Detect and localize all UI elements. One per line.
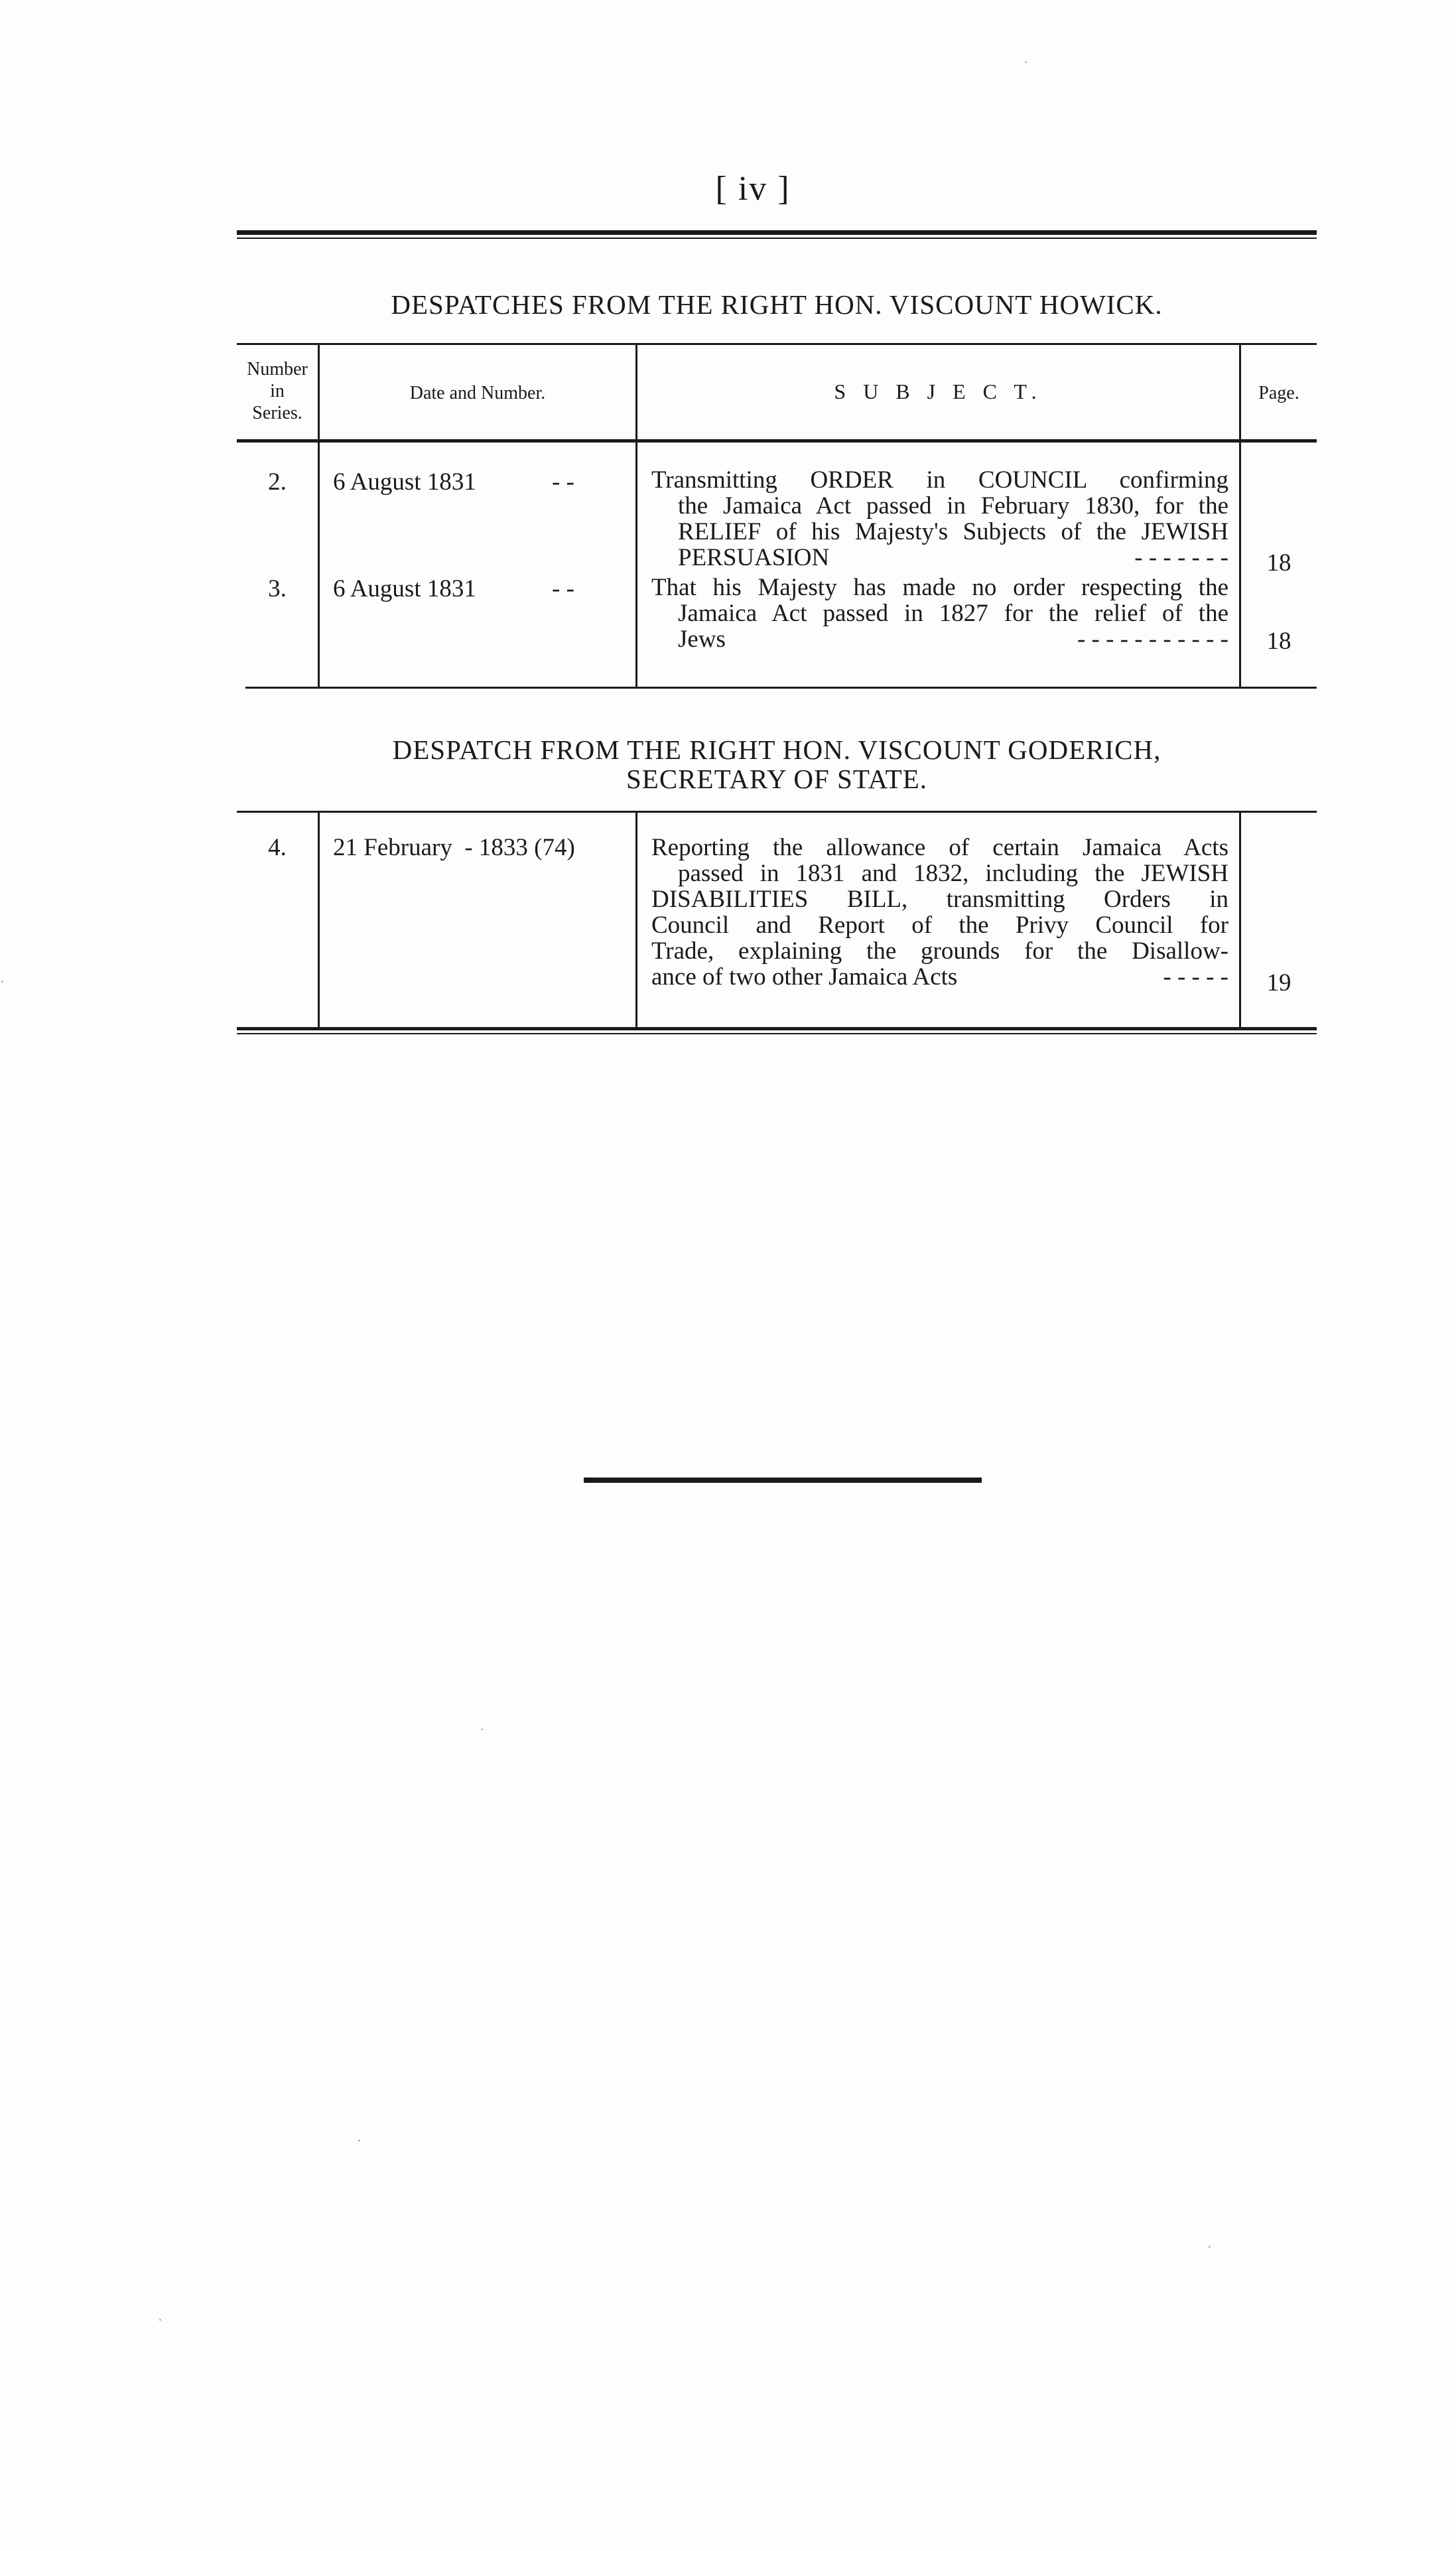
table2-column-divider	[318, 812, 320, 1027]
column-header-subject: S U B J E C T.	[834, 379, 1043, 403]
subject-line: Reporting the allowance of certain Jamaica Acts	[651, 834, 1228, 861]
table2-bottom-rule-thin	[237, 1033, 1317, 1034]
dot-leaders: - - - - -	[1163, 963, 1228, 991]
table1-header-rule	[237, 439, 1317, 443]
column-header-number-label: Number in Series.	[247, 359, 308, 423]
subject-line: Transmitting ORDER in COUNCIL confirming	[651, 466, 1228, 494]
column-header-date: Date and Number.	[409, 383, 546, 403]
paper-speck	[159, 2319, 161, 2321]
table1-bottom-rule	[245, 687, 1317, 689]
page-number: [ iv ]	[715, 170, 791, 208]
paper-speck	[1025, 61, 1027, 63]
section-title-howick: DESPATCHES FROM THE RIGHT HON. VISCOUNT HOWICK.	[391, 289, 1163, 320]
row-date	[333, 469, 631, 495]
subject-line: DISABILITIES BILL, transmitting Orders in	[651, 886, 1228, 913]
paper-speck	[1, 981, 3, 983]
row-date-text: 6 August 1831	[333, 575, 476, 602]
subject-line: That his Majesty has made no order respecting the	[651, 574, 1228, 601]
row-page: 18	[1266, 549, 1291, 577]
section-title-goderich	[237, 735, 1317, 793]
subject-line: Jews	[678, 626, 726, 653]
row-date: 21 February - 1833 (74)	[333, 834, 575, 861]
paper-speck	[1209, 2246, 1211, 2248]
subject-line-final	[651, 626, 1228, 652]
row-subject	[651, 467, 1228, 571]
row-date-dashes: - -	[552, 575, 574, 602]
row-number: 3.	[268, 575, 287, 602]
subject-line: RELIEF of his Majesty's Subjects of the JEWISH	[678, 518, 1228, 545]
header-rule-thin	[237, 238, 1317, 239]
paper-speck	[358, 2140, 360, 2142]
table2-column-divider	[635, 812, 637, 1027]
row-number: 2.	[268, 468, 287, 496]
subject-line: Jamaica Act passed in 1827 for the relief of the	[678, 600, 1228, 627]
row-date-text: 6 August 1831	[333, 468, 476, 496]
subject-line-final	[651, 964, 1228, 990]
column-header-page: Page.	[1258, 383, 1299, 403]
dot-leaders: - - - - - - -	[1134, 544, 1228, 571]
table1-top-rule	[237, 343, 1317, 345]
subject-line-final	[651, 545, 1228, 571]
row-page: 19	[1266, 969, 1291, 997]
subject-line: the Jamaica Act passed in February 1830, for the	[678, 492, 1228, 519]
closing-rule	[584, 1478, 982, 1483]
row-date	[333, 576, 631, 602]
subject-line: ance of two other Jamaica Acts	[651, 963, 958, 991]
row-page: 18	[1266, 628, 1291, 655]
section-title-line: DESPATCH FROM THE RIGHT HON. VISCOUNT GODERICH,	[392, 734, 1161, 765]
column-header-number	[237, 358, 318, 424]
table2-top-rule	[237, 811, 1317, 813]
dot-leaders: - - - - - - - - - - -	[1077, 626, 1228, 653]
row-subject	[651, 835, 1228, 990]
section-subtitle: SECRETARY OF STATE.	[626, 764, 927, 794]
paper-speck	[481, 1728, 483, 1730]
subject-line: passed in 1831 and 1832, including the JEWISH	[678, 860, 1228, 887]
subject-line: Council and Report of the Privy Council for	[651, 912, 1228, 939]
row-number: 4.	[268, 834, 287, 861]
header-rule-thick	[237, 230, 1317, 235]
row-date-dashes: - -	[552, 468, 574, 496]
table2-bottom-rule-thick	[237, 1027, 1317, 1030]
subject-line: Trade, explaining the grounds for the Disallow-	[651, 937, 1228, 965]
subject-line: PERSUASION	[678, 544, 830, 571]
row-subject	[651, 575, 1228, 652]
